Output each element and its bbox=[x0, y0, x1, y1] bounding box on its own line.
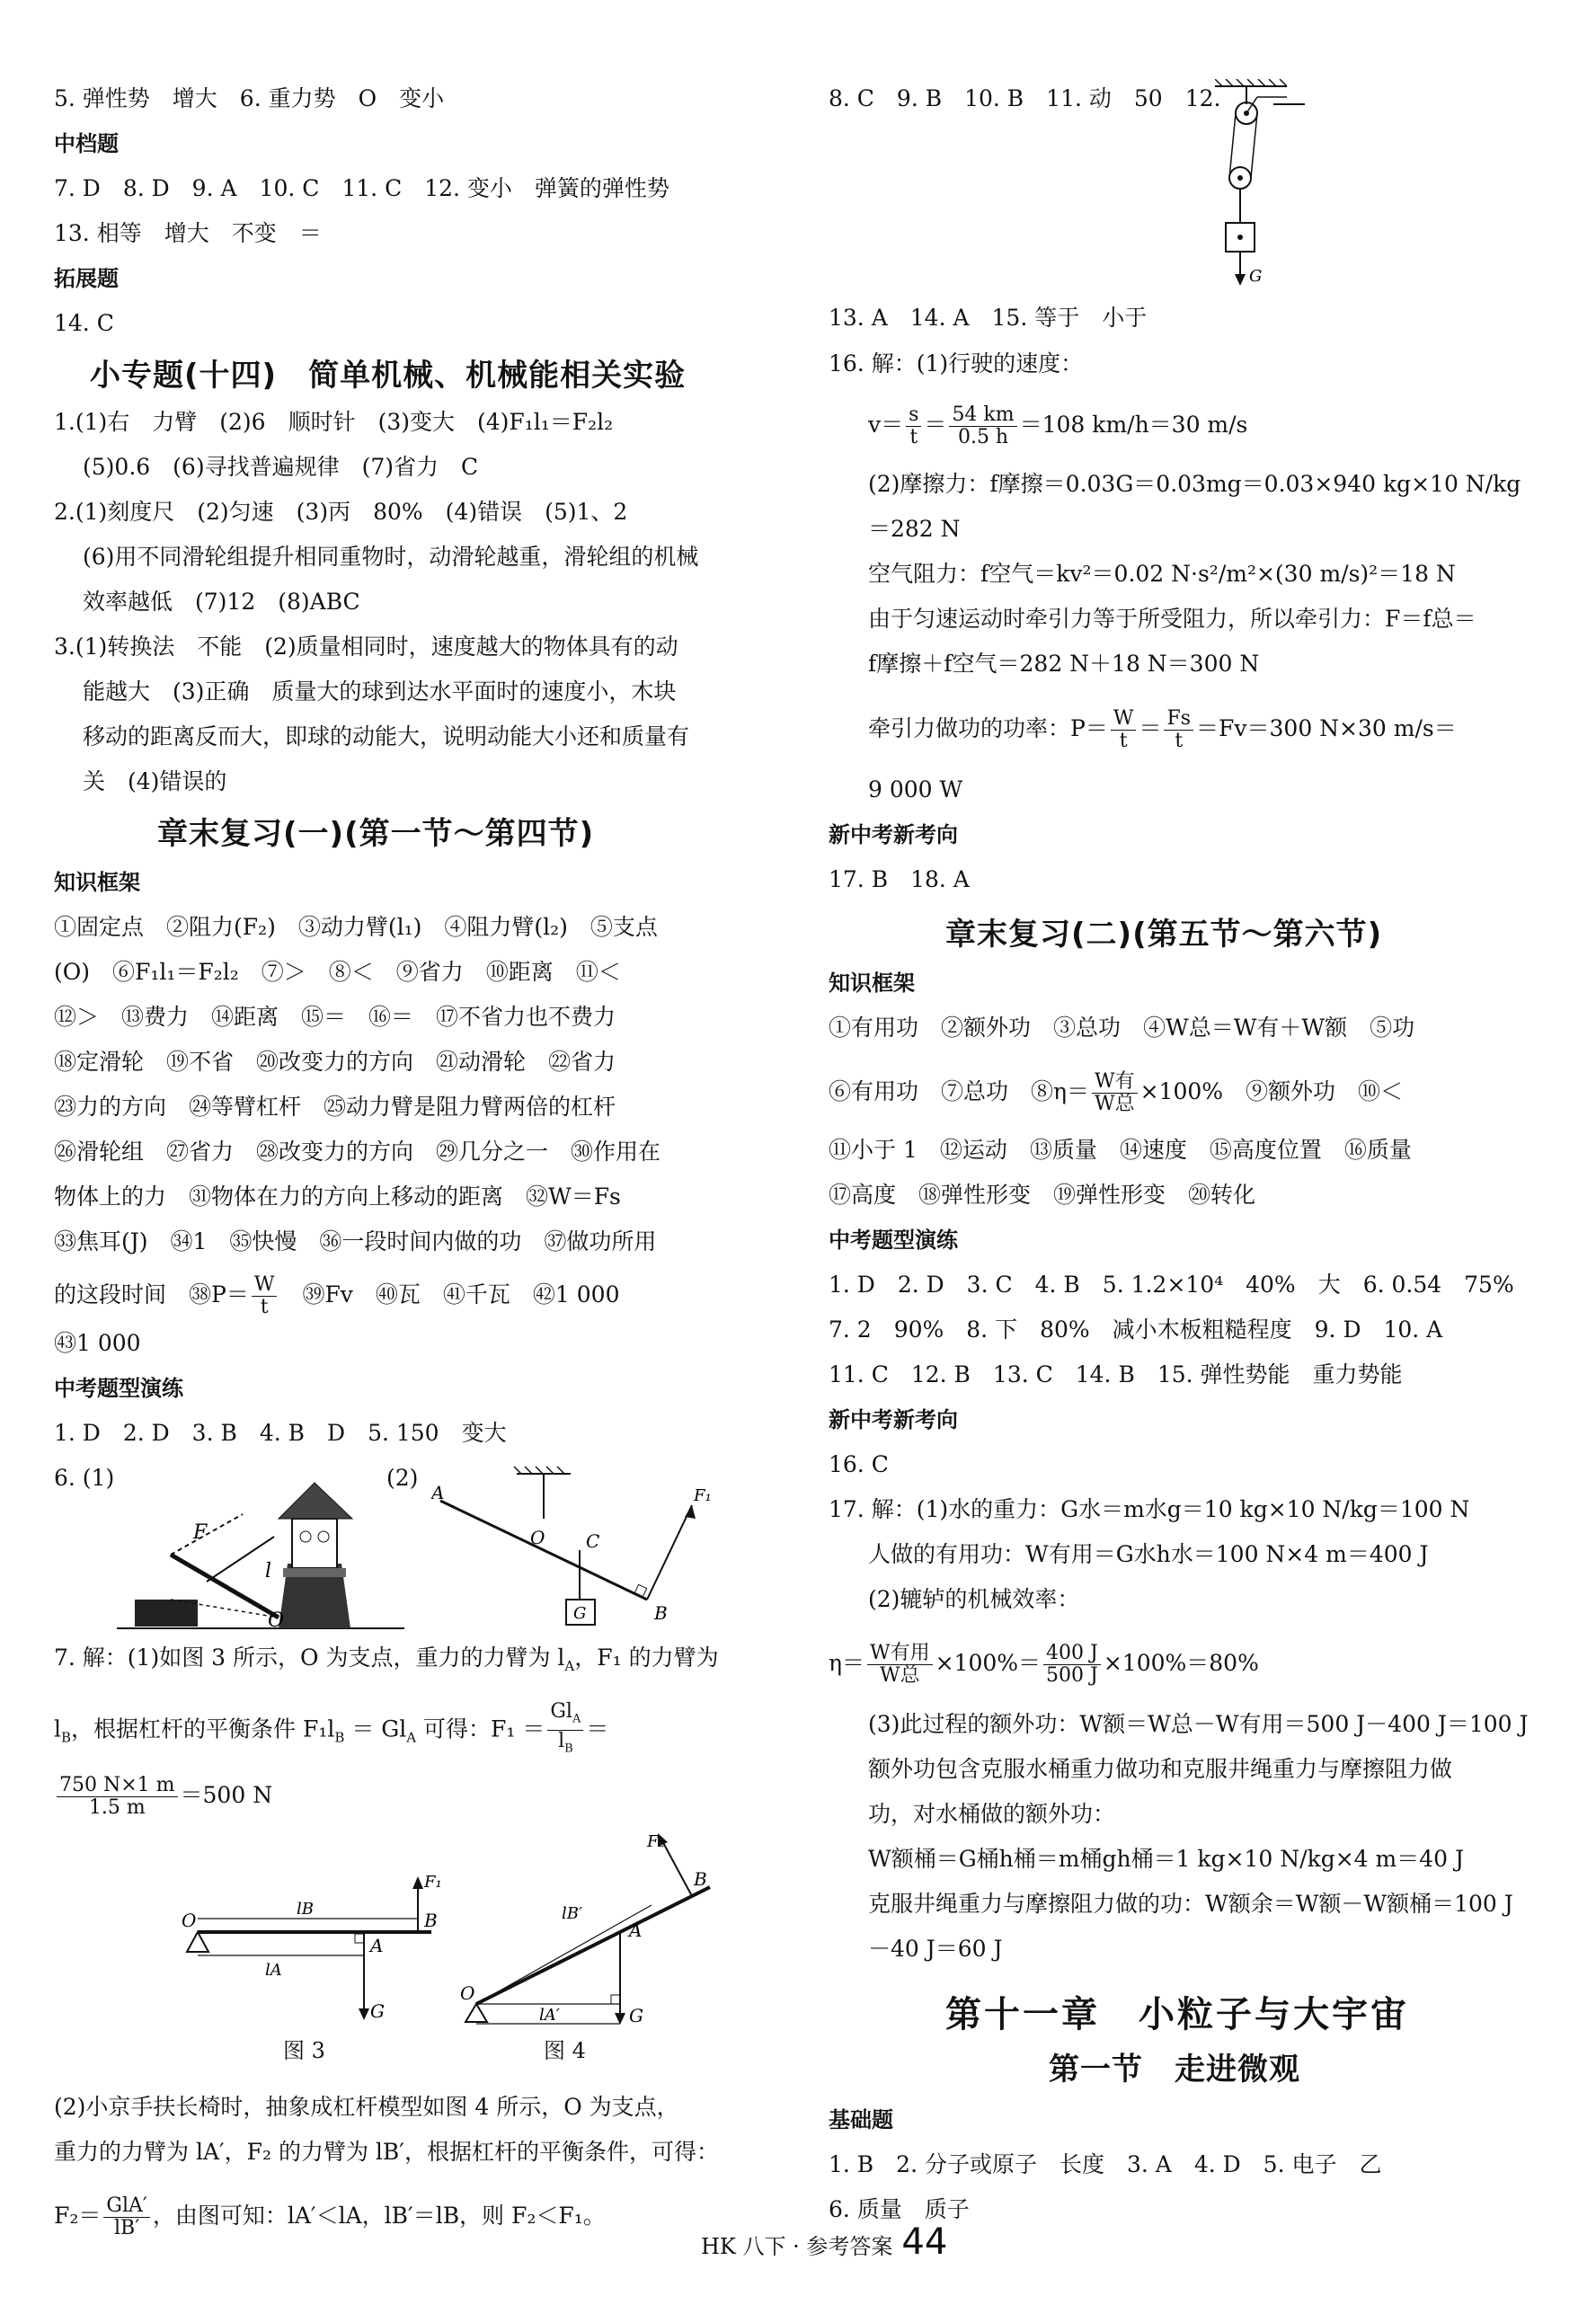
subheading-knowledge: 知识框架 bbox=[54, 870, 140, 895]
text: ×100% ⑨额外功 ⑩＜ bbox=[1139, 1078, 1404, 1104]
denominator bbox=[547, 1731, 583, 1760]
label-lB-prime: lB′ bbox=[562, 1904, 583, 1923]
label-lA: lA bbox=[265, 1961, 282, 1980]
label-F: F bbox=[193, 1521, 208, 1544]
fraction bbox=[103, 2195, 150, 2239]
label-A: A bbox=[370, 1935, 384, 1956]
answer-line: 移动的距离反而大，即球的动能大，说明动能大小还和质量有 bbox=[83, 723, 690, 749]
subheading-exam: 中考题型演练 bbox=[829, 1228, 958, 1253]
figure-12-pulley bbox=[1215, 79, 1314, 290]
page-number: 44 bbox=[901, 2221, 948, 2263]
figure-6-2 bbox=[431, 1465, 728, 1636]
figure-4-caption: 图 4 bbox=[544, 2038, 586, 2063]
well-roof bbox=[279, 1483, 352, 1519]
solution-line bbox=[54, 1643, 719, 1681]
text: 的这段时间 ㊳P＝ bbox=[54, 1281, 249, 1308]
lever-bar bbox=[476, 1887, 710, 2004]
numerator: W有 bbox=[1092, 1071, 1138, 1094]
solution-line: 由于匀速运动时牵引力等于所受阻力，所以牵引力：F＝f总＝ bbox=[868, 606, 1476, 632]
solution-line: 9 000 W bbox=[868, 776, 963, 802]
solution-line bbox=[868, 404, 1247, 448]
text: ＝108 km/h＝30 m/s bbox=[1019, 412, 1248, 438]
label-A: A bbox=[629, 1919, 643, 1941]
denominator: W总 bbox=[1094, 1093, 1135, 1115]
numerator: GlA′ bbox=[103, 2195, 150, 2218]
subheading-exam: 中考题型演练 bbox=[54, 1376, 183, 1401]
knowledge-line: ㉓力的方向 ㉔等臂杠杆 ㉕动力臂是阻力臂两倍的杠杆 bbox=[54, 1094, 616, 1120]
fraction bbox=[1043, 1643, 1101, 1687]
answer-line: (6)用不同滑轮组提升相同重物时，动滑轮越重，滑轮组的机械 bbox=[83, 544, 699, 570]
fraction bbox=[1092, 1071, 1138, 1115]
denominator: 1.5 m bbox=[88, 1796, 146, 1819]
numerator bbox=[547, 1701, 583, 1731]
solution-line: (2)摩擦力：f摩擦＝0.03G＝0.03mg＝0.03×940 kg×10 N/kg bbox=[868, 471, 1521, 497]
subheading-new-trend: 新中考新考向 bbox=[829, 1407, 958, 1432]
solution-line bbox=[54, 2195, 606, 2239]
solution-line bbox=[829, 1643, 1259, 1687]
answer-line: 6. (1) bbox=[54, 1465, 115, 1491]
solution-line: 额外功包含克服水桶重力做功和克服井绳重力与摩擦阻力做 bbox=[868, 1756, 1453, 1782]
solution-line: ＝282 N bbox=[868, 516, 961, 542]
answer-line: 11. C 12. B 13. C 14. B 15. 弹性势能 重力势能 bbox=[829, 1361, 1403, 1387]
solution-line: (2)小京手扶长椅时，抽象成杠杆模型如图 4 所示，O 为支点， bbox=[54, 2094, 679, 2120]
text: ＝ Gl bbox=[344, 1715, 407, 1742]
label-O: O bbox=[460, 1982, 475, 2004]
label-B: B bbox=[424, 1910, 438, 1931]
text: ＝ bbox=[586, 1715, 609, 1742]
solution-line: (3)此过程的额外功：W额＝W总－W有用＝500 J－400 J＝100 J bbox=[868, 1711, 1529, 1737]
subscript: B bbox=[334, 1729, 345, 1746]
label-l: l bbox=[265, 1560, 272, 1582]
knowledge-line bbox=[829, 1071, 1403, 1115]
section-title-review2: 章末复习(二)(第五节～第六节) bbox=[945, 917, 1383, 953]
subheading-extension: 拓展题 bbox=[54, 266, 119, 291]
answer-line: 13. A 14. A 15. 等于 小于 bbox=[829, 305, 1148, 331]
solution-line: 16. 解：(1)行驶的速度： bbox=[829, 350, 1084, 377]
denominator: t bbox=[909, 426, 918, 448]
fraction bbox=[252, 1274, 278, 1318]
answer-line: 13. 相等 增大 不变 ＝ bbox=[54, 220, 322, 246]
fraction bbox=[547, 1701, 583, 1760]
footer-label: HK 八下 · 参考答案 bbox=[701, 2234, 893, 2259]
label-B: B bbox=[654, 1602, 668, 1624]
figure-4 bbox=[458, 1833, 737, 2026]
solution-line: (2)辘轳的机械效率： bbox=[868, 1586, 1080, 1612]
label-F1: F₁ bbox=[424, 1873, 442, 1892]
answer-line: 7. D 8. D 9. A 10. C 11. C 12. 变小 弹簧的弹性势 bbox=[54, 175, 669, 201]
text: 7. 解：(1)如图 3 所示，O 为支点，重力的力臂为 l bbox=[54, 1645, 565, 1671]
answer-line: 1. D 2. D 3. C 4. B 5. 1.2×10⁴ 40% 大 6. 0.54 75% bbox=[829, 1272, 1514, 1298]
answer-line: 14. C bbox=[54, 310, 114, 336]
denominator: lB′ bbox=[114, 2217, 140, 2239]
text: ，F₁ 的力臂为 bbox=[574, 1645, 719, 1671]
numerator: 54 km bbox=[949, 404, 1016, 427]
text: ，由图可知：lA′＜lA，lB′＝lB，则 F₂＜F₁。 bbox=[152, 2203, 606, 2229]
text: ＝500 N bbox=[180, 1782, 273, 1808]
denominator: t bbox=[1119, 730, 1128, 752]
knowledge-line bbox=[54, 1274, 620, 1318]
denominator: 500 J bbox=[1046, 1664, 1098, 1687]
subheading-knowledge: 知识框架 bbox=[829, 971, 915, 996]
figure-3-caption: 图 3 bbox=[283, 2038, 325, 2063]
subscript: B bbox=[564, 1742, 573, 1756]
fraction bbox=[1111, 708, 1137, 752]
knowledge-line: ⑰高度 ⑱弹性形变 ⑲弹性形变 ⑳转化 bbox=[829, 1182, 1256, 1208]
answer-line: 3.(1)转换法 不能 (2)质量相同时，速度越大的物体具有的动 bbox=[54, 634, 678, 660]
text: η＝ bbox=[829, 1650, 864, 1676]
solution-line: 克服井绳重力与摩擦阻力做的功：W额余＝W额－W额桶＝100 J bbox=[868, 1891, 1513, 1917]
ground-block bbox=[135, 1600, 198, 1627]
label-O: O bbox=[530, 1527, 545, 1548]
label-B: B bbox=[694, 1868, 707, 1890]
text: ＝ bbox=[924, 412, 947, 438]
solution-line: 17. 解：(1)水的重力：G水＝m水g＝10 kg×10 N/kg＝100 N bbox=[829, 1496, 1470, 1522]
answer-line: 17. B 18. A bbox=[829, 866, 970, 892]
chapter-title: 第十一章 小粒子与大宇宙 bbox=[945, 1994, 1409, 2035]
label-O: O bbox=[182, 1910, 197, 1931]
answer-line: 5. 弹性势 增大 6. 重力势 O 变小 bbox=[54, 85, 445, 111]
text: l bbox=[558, 1730, 565, 1753]
numerator: 400 J bbox=[1043, 1643, 1101, 1665]
fraction bbox=[949, 404, 1016, 448]
text: F₂＝ bbox=[54, 2203, 102, 2229]
numerator: 750 N×1 m bbox=[57, 1775, 178, 1797]
knowledge-line: ㉖滑轮组 ㉗省力 ㉘改变力的方向 ㉙几分之一 ㉚作用在 bbox=[54, 1139, 661, 1165]
denominator: t bbox=[260, 1296, 269, 1318]
figure-3 bbox=[180, 1869, 467, 2022]
text: l bbox=[54, 1715, 61, 1742]
answer-line: (2) bbox=[386, 1465, 419, 1491]
label-A: A bbox=[431, 1482, 445, 1503]
answer-line: 1.(1)右 力臂 (2)6 顺时针 (3)变大 (4)F₁l₁＝F₂l₂ bbox=[54, 409, 614, 435]
text: ㊴Fv ㊵瓦 ㊶千瓦 ㊷1 000 bbox=[279, 1281, 620, 1308]
solution-line: 人做的有用功：W有用＝G水h水＝100 N×4 m＝400 J bbox=[868, 1541, 1429, 1567]
numerator: W有用 bbox=[867, 1643, 933, 1665]
answer-line: 1. B 2. 分子或原子 长度 3. A 4. D 5. 电子 乙 bbox=[829, 2151, 1382, 2177]
knowledge-line: ⑫＞ ⑬费力 ⑭距离 ⑮＝ ⑯＝ ⑰不省力也不费力 bbox=[54, 1004, 616, 1030]
label-F1: F₁ bbox=[694, 1486, 712, 1505]
label-O: O bbox=[268, 1609, 285, 1632]
knowledge-line: ㉝焦耳(J) ㉞1 ㉟快慢 ㊱一段时间内做的功 ㊲做功所用 bbox=[54, 1228, 657, 1254]
solution-line bbox=[54, 1775, 272, 1819]
knowledge-line: (O) ⑥F₁l₁＝F₂l₂ ⑦＞ ⑧＜ ⑨省力 ⑩距离 ⑪＜ bbox=[54, 959, 621, 985]
solution-line: 空气阻力：f空气＝kv²＝0.02 N·s²/m²×(30 m/s)²＝18 N bbox=[868, 561, 1456, 587]
text: ，根据杠杆的平衡条件 F₁l bbox=[71, 1715, 335, 1742]
answer-line: 1. D 2. D 3. B 4. B D 5. 150 变大 bbox=[54, 1420, 507, 1446]
well-window bbox=[292, 1519, 337, 1568]
text: ⑥有用功 ⑦总功 ⑧η＝ bbox=[829, 1078, 1089, 1104]
subheading-new-trend: 新中考新考向 bbox=[829, 822, 958, 847]
answer-line: 关 (4)错误的 bbox=[83, 768, 227, 794]
solution-line: －40 J＝60 J bbox=[868, 1936, 1003, 1962]
knowledge-line: ①有用功 ②额外功 ③总功 ④W总＝W有＋W额 ⑤功 bbox=[829, 1015, 1415, 1041]
text: 牵引力做功的功率：P＝ bbox=[868, 715, 1108, 741]
answer-line: 效率越低 (7)12 (8)ABC bbox=[83, 589, 360, 615]
section-title-review1: 章末复习(一)(第一节～第四节) bbox=[157, 816, 595, 852]
denominator: 0.5 h bbox=[957, 426, 1009, 448]
label-lA-prime: lA′ bbox=[539, 2006, 560, 2025]
fraction bbox=[57, 1775, 178, 1819]
solution-line bbox=[54, 1701, 608, 1760]
subscript: A bbox=[564, 1658, 575, 1674]
knowledge-line: ①固定点 ②阻力(F₂) ③动力臂(l₁) ④阻力臂(l₂) ⑤支点 bbox=[54, 914, 658, 940]
text: v＝ bbox=[868, 412, 904, 438]
numerator: Fs bbox=[1164, 708, 1193, 731]
solution-line: f摩擦＋f空气＝282 N＋18 N＝300 N bbox=[868, 651, 1260, 677]
label-G: G bbox=[1249, 267, 1263, 286]
fraction bbox=[867, 1643, 933, 1687]
figure-6-1 bbox=[117, 1465, 422, 1636]
section-title-topic14: 小专题(十四) 简单机械、机械能相关实验 bbox=[90, 358, 687, 394]
text: ＝ bbox=[1139, 715, 1162, 741]
fraction bbox=[906, 404, 921, 448]
text: ＝Fv＝300 N×30 m/s＝ bbox=[1196, 715, 1457, 741]
page-footer bbox=[701, 2221, 947, 2263]
subheading-basic: 基础题 bbox=[829, 2107, 893, 2132]
text: ×100%＝80% bbox=[1103, 1650, 1259, 1676]
answer-line: 2.(1)刻度尺 (2)匀速 (3)丙 80% (4)错误 (5)1、2 bbox=[54, 499, 628, 525]
numerator: s bbox=[906, 404, 921, 427]
answer-line: (5)0.6 (6)寻找普遍规律 (7)省力 C bbox=[83, 454, 479, 480]
label-C: C bbox=[586, 1530, 600, 1552]
label-G: G bbox=[573, 1604, 587, 1623]
section-title: 第一节 走进微观 bbox=[1049, 2052, 1300, 2088]
knowledge-line: ㊸1 000 bbox=[54, 1330, 141, 1356]
numerator: W bbox=[1111, 708, 1137, 731]
subscript: A bbox=[406, 1729, 417, 1746]
label-G: G bbox=[370, 2000, 385, 2022]
answer-line: 16. C bbox=[829, 1451, 889, 1477]
denominator: W总 bbox=[879, 1664, 920, 1687]
fraction bbox=[1164, 708, 1193, 752]
knowledge-line: ⑪小于 1 ⑫运动 ⑬质量 ⑭速度 ⑮高度位置 ⑯质量 bbox=[829, 1137, 1412, 1163]
denominator: t bbox=[1175, 730, 1184, 752]
text: 可得：F₁ ＝ bbox=[416, 1715, 545, 1742]
knowledge-line: 物体上的力 ㉛物体在力的方向上移动的距离 ㉜W＝Fs bbox=[54, 1184, 621, 1210]
solution-line: 功，对水桶做的额外功： bbox=[868, 1801, 1116, 1827]
label-G: G bbox=[629, 2005, 643, 2026]
subscript: A bbox=[572, 1712, 581, 1726]
answer-line: 能越大 (3)正确 质量大的球到达水平面时的速度小，木块 bbox=[83, 678, 677, 705]
subscript: B bbox=[61, 1729, 72, 1746]
numerator: W bbox=[252, 1274, 278, 1297]
text: ×100%＝ bbox=[935, 1650, 1042, 1676]
label-F2: F₂ bbox=[647, 1833, 665, 1851]
answer-line: 6. 质量 质子 bbox=[829, 2196, 970, 2222]
answer-line: 7. 2 90% 8. 下 80% 减小木板粗糙程度 9. D 10. A bbox=[829, 1317, 1443, 1343]
solution-line: W额桶＝G桶h桶＝m桶gh桶＝1 kg×10 N/kg×4 m＝40 J bbox=[868, 1846, 1465, 1872]
knowledge-line: ⑱定滑轮 ⑲不省 ⑳改变力的方向 ㉑动滑轮 ㉒省力 bbox=[54, 1049, 616, 1075]
text: Gl bbox=[550, 1700, 572, 1723]
answer-line: 8. C 9. B 10. B 11. 动 50 12. bbox=[829, 85, 1221, 111]
solution-line: 重力的力臂为 lA′，F₂ 的力臂为 lB′，根据杠杆的平衡条件，可得： bbox=[54, 2139, 719, 2165]
solution-line bbox=[868, 708, 1457, 752]
subheading-medium: 中档题 bbox=[54, 131, 119, 156]
label-lB: lB bbox=[297, 1900, 314, 1919]
